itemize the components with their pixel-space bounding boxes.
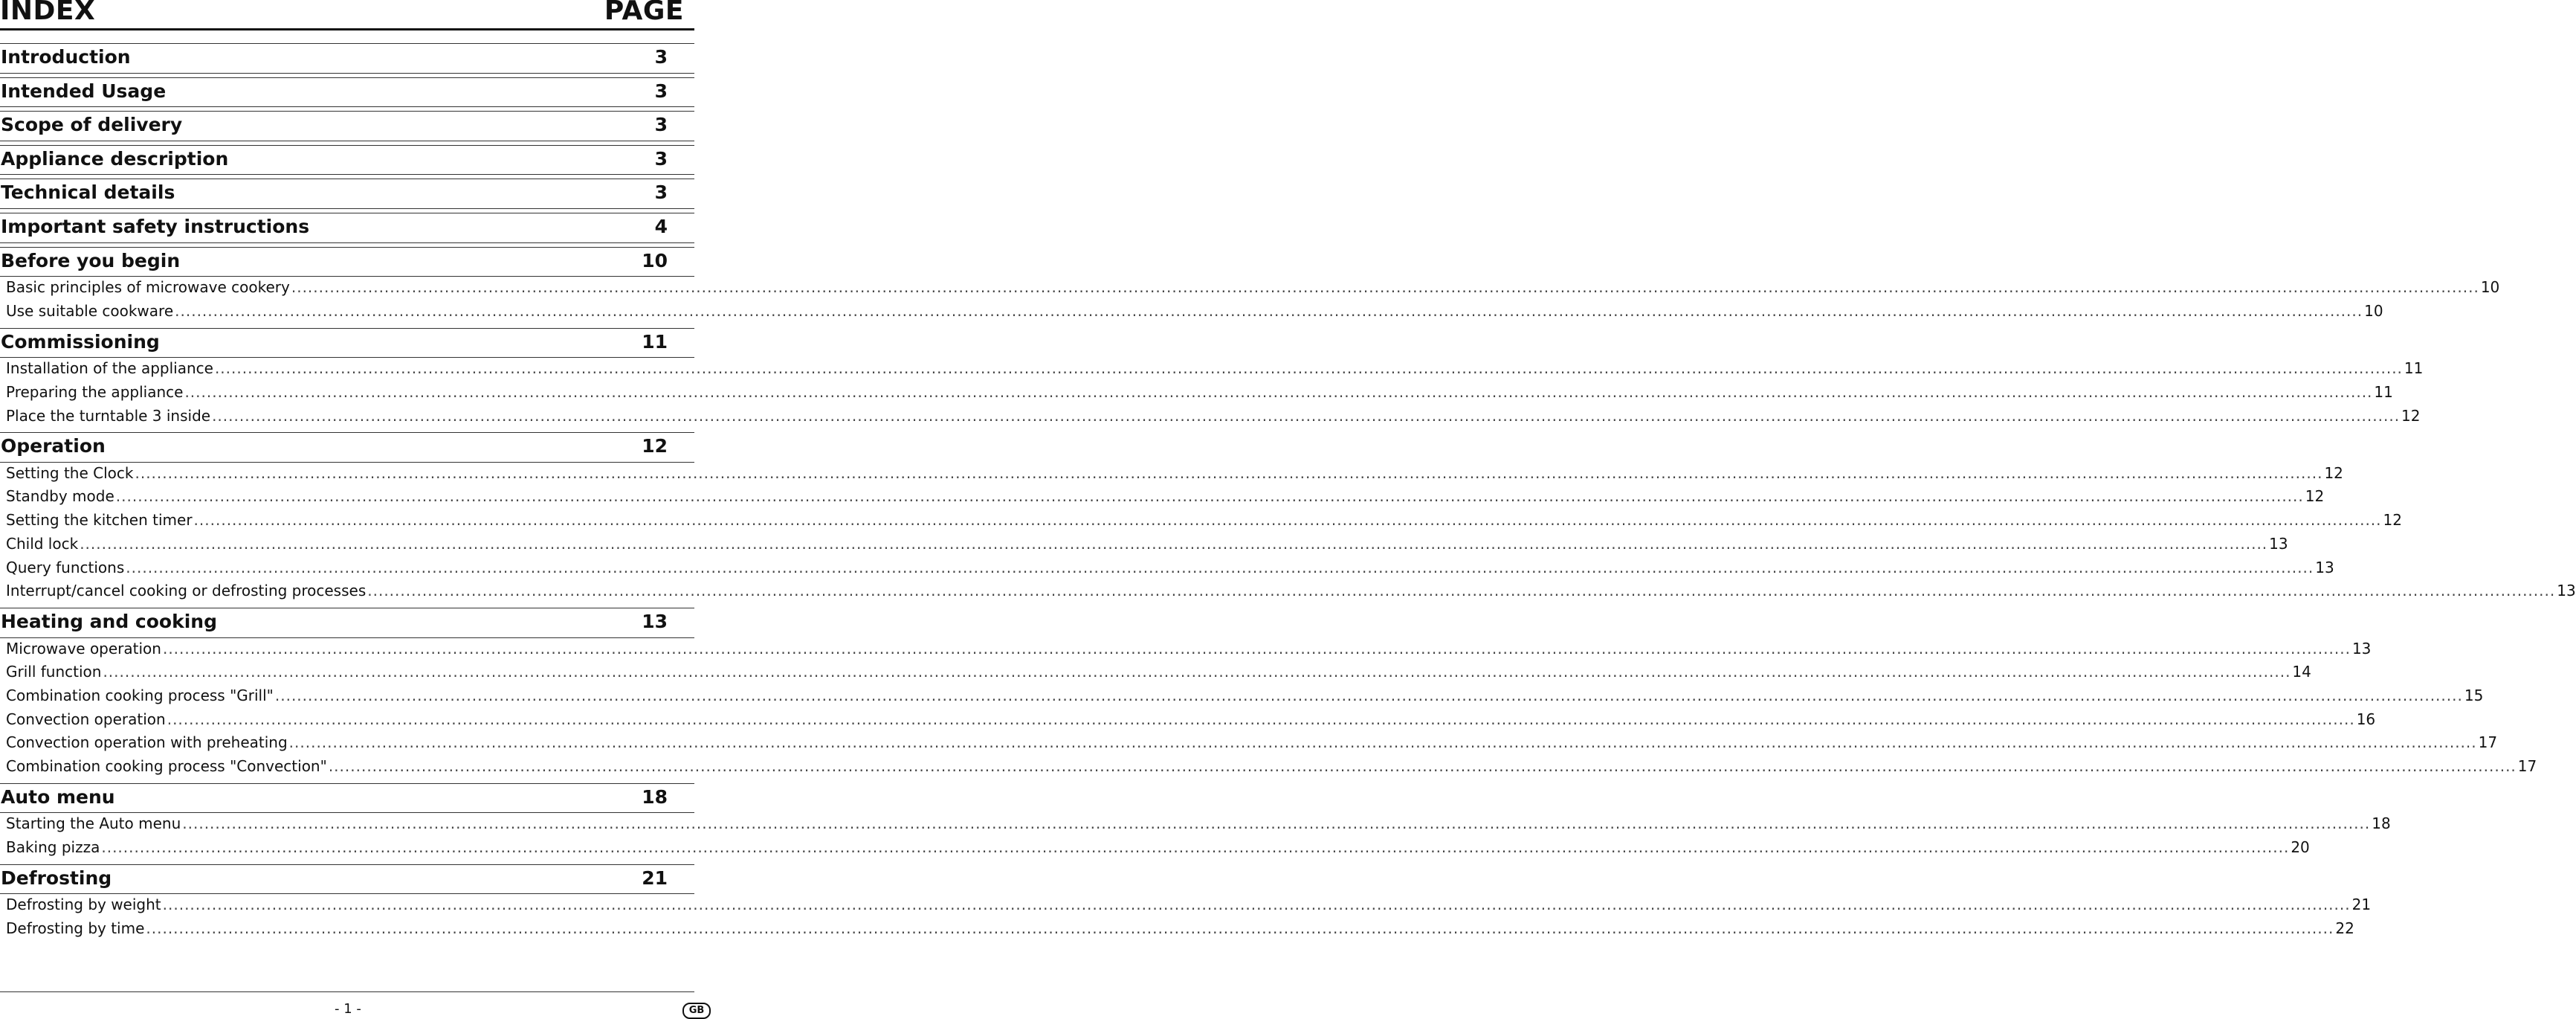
- section-page: 13: [642, 610, 668, 632]
- entry-page: 12: [2305, 487, 2325, 506]
- toc-section: [0, 326, 694, 360]
- entry-title: Basic principles of microwave cookery: [6, 278, 290, 297]
- section-title: Introduction: [1, 46, 131, 68]
- entry-page: 15: [2464, 686, 2484, 704]
- section-page: 21: [642, 867, 668, 889]
- entry-title: Baking pizza: [6, 838, 100, 856]
- section-title: Scope of delivery: [1, 114, 183, 136]
- entry-page: 14: [2292, 663, 2311, 681]
- dot-leader: ................................................................................................................................................................................................................................................................................................................................................................................................................: [193, 511, 2382, 530]
- section-title: Operation: [1, 435, 106, 457]
- section-rule-bottom: [0, 174, 694, 175]
- section-rule-top: [0, 111, 694, 112]
- entry-page: 10: [2480, 278, 2500, 297]
- entry-page: 10: [2364, 301, 2383, 320]
- section-page: 3: [654, 80, 668, 102]
- entry-title: Installation of the appliance: [6, 359, 213, 378]
- entry-page: 11: [2374, 382, 2393, 401]
- entry-title: Standby mode: [6, 487, 114, 506]
- entry-page: 13: [2557, 582, 2576, 600]
- index-header: [0, 0, 694, 30]
- entry-title: Place the turntable 3 inside: [6, 406, 211, 425]
- section-page: 4: [654, 215, 668, 237]
- dot-leader: ................................................................................................................................................................................................................................................................................................................................................................................................................: [162, 639, 2351, 658]
- entry-page: 21: [2351, 896, 2372, 914]
- entry-title: Starting the Auto menu: [6, 814, 181, 833]
- toc-entry: [0, 710, 2376, 734]
- entry-title: Combination cooking process "Grill": [6, 686, 274, 704]
- entry-page: 12: [2383, 511, 2402, 530]
- section-page: 3: [654, 46, 668, 68]
- dot-leader: ................................................................................................................................................................................................................................................................................................................................................................................................................: [126, 558, 2314, 576]
- toc-entry: [0, 382, 2393, 407]
- entry-title: Preparing the appliance: [6, 382, 184, 401]
- toc-section: [0, 862, 694, 896]
- section-rule-bottom: [0, 106, 694, 107]
- section-page: 18: [642, 785, 668, 808]
- section-title: Heating and cooking: [1, 610, 217, 632]
- toc-section: [0, 781, 694, 815]
- entry-title: Setting the kitchen timer: [6, 511, 193, 530]
- section-title: Commissioning: [1, 330, 160, 353]
- section-title: Auto menu: [1, 785, 115, 808]
- section-page: 3: [654, 181, 668, 204]
- toc-entry: [0, 301, 2383, 326]
- dot-leader: ................................................................................................................................................................................................................................................................................................................................................................................................................: [103, 663, 2291, 681]
- entry-page: 13: [2315, 558, 2334, 576]
- entry-title: Convection operation with preheating: [6, 733, 288, 752]
- section-title: Important safety instructions: [1, 215, 310, 237]
- section-page: 11: [642, 330, 668, 353]
- dot-leader: ................................................................................................................................................................................................................................................................................................................................................................................................................: [115, 487, 2304, 506]
- section-title: Appliance description: [1, 147, 229, 170]
- entry-title: Setting the Clock: [6, 463, 134, 482]
- dot-leader: ................................................................................................................................................................................................................................................................................................................................................................................................................: [184, 382, 2373, 401]
- dot-leader: ................................................................................................................................................................................................................................................................................................................................................................................................................: [162, 896, 2351, 914]
- toc-entry: [0, 278, 2500, 302]
- section-rule-top: [0, 145, 694, 146]
- dot-leader: ................................................................................................................................................................................................................................................................................................................................................................................................................: [214, 359, 2403, 378]
- toc-entry: [0, 686, 2484, 710]
- section-title: Intended Usage: [1, 80, 167, 102]
- toc-entry: [0, 919, 2354, 943]
- entry-page: 13: [2351, 639, 2372, 658]
- toc-section: [0, 143, 694, 177]
- toc-entry: [0, 511, 2402, 535]
- toc-section: [0, 430, 694, 464]
- section-rule-bottom: [0, 357, 694, 358]
- toc-entry: [0, 359, 2424, 383]
- entry-page: 12: [2401, 406, 2421, 425]
- section-rule-top: [0, 783, 694, 784]
- entry-title: Grill function: [6, 663, 102, 681]
- dot-leader: ................................................................................................................................................................................................................................................................................................................................................................................................................: [212, 406, 2401, 425]
- toc-entry: [0, 487, 2325, 511]
- section-rule-bottom: [0, 208, 694, 209]
- toc-section: [0, 75, 694, 109]
- entry-page: 11: [2404, 359, 2424, 378]
- dot-leader: ................................................................................................................................................................................................................................................................................................................................................................................................................: [274, 686, 2463, 704]
- dot-leader: ................................................................................................................................................................................................................................................................................................................................................................................................................: [80, 534, 2268, 553]
- entry-page: 12: [2324, 463, 2343, 482]
- entry-page: 17: [2478, 733, 2498, 752]
- toc-entry: [0, 463, 2343, 488]
- entry-title: Use suitable cookware: [6, 301, 174, 320]
- toc-entry: [0, 639, 2372, 663]
- entry-page: 17: [2517, 756, 2537, 775]
- entry-page: 13: [2269, 534, 2288, 553]
- section-page: 10: [642, 249, 668, 271]
- toc-entry: [0, 582, 2576, 605]
- toc-entry: [0, 558, 2334, 582]
- toc-section: [0, 210, 694, 245]
- section-rule-top: [0, 247, 694, 248]
- section-rule-bottom: [0, 73, 694, 74]
- toc-section: [0, 176, 694, 210]
- footer-divider: [0, 991, 694, 992]
- toc-entry: [0, 896, 2372, 919]
- page-column-title: PAGE: [604, 0, 684, 26]
- section-title: Technical details: [1, 181, 175, 204]
- section-rule-bottom: [0, 637, 694, 638]
- entry-title: Query functions: [6, 558, 125, 576]
- entry-page: 18: [2372, 814, 2391, 833]
- dot-leader: ................................................................................................................................................................................................................................................................................................................................................................................................................: [367, 582, 2556, 600]
- toc-entry: [0, 534, 2288, 559]
- dot-leader: ................................................................................................................................................................................................................................................................................................................................................................................................................: [328, 756, 2517, 775]
- table-of-contents: [0, 41, 2576, 943]
- toc-section: [0, 109, 694, 143]
- toc-entry: [0, 838, 2310, 862]
- dot-leader: ................................................................................................................................................................................................................................................................................................................................................................................................................: [288, 733, 2477, 752]
- section-rule-top: [0, 328, 694, 329]
- dot-leader: ................................................................................................................................................................................................................................................................................................................................................................................................................: [167, 710, 2355, 728]
- dot-leader: ................................................................................................................................................................................................................................................................................................................................................................................................................: [146, 919, 2334, 937]
- toc-section: [0, 245, 694, 279]
- section-rule-bottom: [0, 242, 694, 243]
- section-title: Defrosting: [1, 867, 112, 889]
- section-rule-top: [0, 77, 694, 78]
- section-rule-bottom: [0, 812, 694, 813]
- section-rule-bottom: [0, 462, 694, 463]
- entry-title: Microwave operation: [6, 639, 161, 658]
- toc-section: [0, 41, 694, 75]
- entry-title: Defrosting by time: [6, 919, 145, 937]
- toc-section: [0, 605, 694, 640]
- language-badge: GB: [682, 1003, 711, 1019]
- section-rule-top: [0, 864, 694, 865]
- dot-leader: ................................................................................................................................................................................................................................................................................................................................................................................................................: [291, 278, 2479, 297]
- section-page: 12: [642, 435, 668, 457]
- dot-leader: ................................................................................................................................................................................................................................................................................................................................................................................................................: [182, 814, 2371, 833]
- section-rule-bottom: [0, 276, 694, 277]
- section-page: 3: [654, 147, 668, 170]
- entry-page: 20: [2291, 838, 2310, 856]
- page-number: - 1 -: [335, 1001, 361, 1017]
- entry-title: Child lock: [6, 534, 79, 553]
- entry-title: Interrupt/cancel cooking or defrosting processes: [6, 582, 367, 600]
- section-rule-top: [0, 432, 694, 433]
- index-title: INDEX: [0, 0, 96, 26]
- section-rule-top: [0, 43, 694, 44]
- section-title: Before you begin: [1, 249, 181, 271]
- section-rule-bottom: [0, 893, 694, 894]
- entry-title: Defrosting by weight: [6, 896, 161, 914]
- entry-title: Convection operation: [6, 710, 166, 728]
- toc-entry: [0, 733, 2498, 757]
- toc-entry: [0, 814, 2391, 838]
- section-page: 3: [654, 114, 668, 136]
- dot-leader: ................................................................................................................................................................................................................................................................................................................................................................................................................: [175, 301, 2363, 320]
- dot-leader: ................................................................................................................................................................................................................................................................................................................................................................................................................: [101, 838, 2290, 856]
- entry-page: 22: [2335, 919, 2354, 937]
- entry-page: 16: [2356, 710, 2376, 728]
- dot-leader: ................................................................................................................................................................................................................................................................................................................................................................................................................: [135, 463, 2323, 482]
- entry-title: Combination cooking process "Convection": [6, 756, 327, 775]
- toc-entry: [0, 756, 2537, 781]
- toc-entry: [0, 406, 2421, 431]
- toc-entry: [0, 663, 2311, 687]
